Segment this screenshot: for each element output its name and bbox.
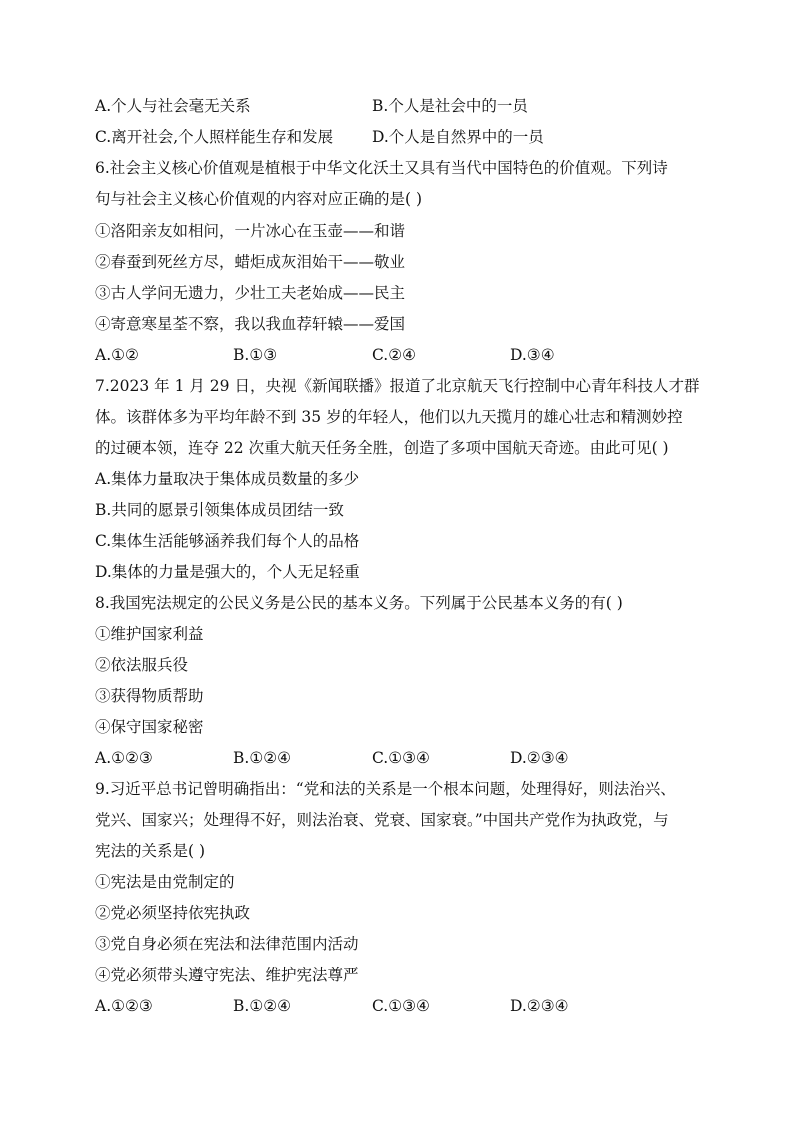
q8-item-4: ④保守国家秘密 bbox=[95, 718, 204, 736]
q9-stem-line-1: 9.习近平总书记曾明确指出：“党和法的关系是一个根本问题，处理得好，则法治兴、 bbox=[95, 780, 676, 798]
q9-item-2: ②党必须坚持依宪执政 bbox=[95, 904, 251, 922]
q6-option-a: A.①② bbox=[95, 346, 139, 364]
q7-stem-line-3: 的过硬本领，连夺 22 次重大航天任务全胜，创造了多项中国航天奇迹。由此可见( ) bbox=[95, 439, 669, 457]
q6-option-b: B.①③ bbox=[233, 346, 278, 364]
q8-item-3: ③获得物质帮助 bbox=[95, 687, 204, 705]
q9-item-3: ③党自身必须在宪法和法律范围内活动 bbox=[95, 935, 359, 953]
q6-stem-line-2: 句与社会主义核心价值观的内容对应正确的是( ) bbox=[95, 190, 423, 208]
q8-item-1: ①维护国家利益 bbox=[95, 625, 204, 643]
q6-item-4: ④寄意寒星荃不察，我以我血荐轩辕——爱国 bbox=[95, 315, 406, 333]
q9-option-b: B.①②④ bbox=[233, 997, 292, 1015]
q5-option-a: A.个人与社会毫无关系 bbox=[95, 97, 251, 115]
q6-option-d: D.③④ bbox=[510, 346, 555, 364]
q9-option-a: A.①②③ bbox=[95, 997, 153, 1015]
q7-stem-line-2: 体。该群体多为平均年龄不到 35 岁的年轻人，他们以九天揽月的雄心壮志和精测妙控 bbox=[95, 408, 683, 426]
q5-option-c: C.离开社会,个人照样能生存和发展 bbox=[95, 128, 334, 146]
q5-option-d: D.个人是自然界中的一员 bbox=[372, 128, 544, 146]
q7-option-d: D.集体的力量是强大的，个人无足轻重 bbox=[95, 563, 360, 581]
q7-stem-line-1: 7.2023 年 1 月 29 日，央视《新闻联播》报道了北京航天飞行控制中心青年科技人才群 bbox=[95, 377, 700, 395]
q8-item-2: ②依法服兵役 bbox=[95, 656, 189, 674]
q6-stem-line-1: 6.社会主义核心价值观是植根于中华文化沃土又具有当代中国特色的价值观。下列诗 bbox=[95, 159, 668, 177]
q5-option-b: B.个人是社会中的一员 bbox=[372, 97, 528, 115]
q9-item-4: ④党必须带头遵守宪法、维护宪法尊严 bbox=[95, 966, 359, 984]
q8-option-d: D.②③④ bbox=[510, 749, 569, 767]
q7-option-b: B.共同的愿景引领集体成员团结一致 bbox=[95, 501, 344, 519]
q8-option-c: C.①③④ bbox=[372, 749, 430, 767]
q6-option-c: C.②④ bbox=[372, 346, 417, 364]
q6-item-2: ②春蚕到死丝方尽，蜡炬成灰泪始干——敬业 bbox=[95, 253, 406, 271]
q7-option-a: A.集体力量取决于集体成员数量的多少 bbox=[95, 470, 360, 488]
q6-item-3: ③古人学问无遗力，少壮工夫老始成——民主 bbox=[95, 284, 406, 302]
q9-stem-line-3: 宪法的关系是( ) bbox=[95, 842, 206, 860]
q9-stem-line-2: 党兴、国家兴；处理得不好，则法治衰、党衰、国家衰。”中国共产党作为执政党，与 bbox=[95, 811, 669, 829]
q9-option-c: C.①③④ bbox=[372, 997, 430, 1015]
q6-item-1: ①洛阳亲友如相问，一片冰心在玉壶——和谐 bbox=[95, 222, 406, 240]
q7-option-c: C.集体生活能够涵养我们每个人的品格 bbox=[95, 532, 360, 550]
q9-item-1: ①宪法是由党制定的 bbox=[95, 873, 235, 891]
q9-option-d: D.②③④ bbox=[510, 997, 569, 1015]
q8-option-b: B.①②④ bbox=[233, 749, 292, 767]
q8-stem-line-1: 8.我国宪法规定的公民义务是公民的基本义务。下列属于公民基本义务的有( ) bbox=[95, 594, 623, 612]
q8-option-a: A.①②③ bbox=[95, 749, 153, 767]
